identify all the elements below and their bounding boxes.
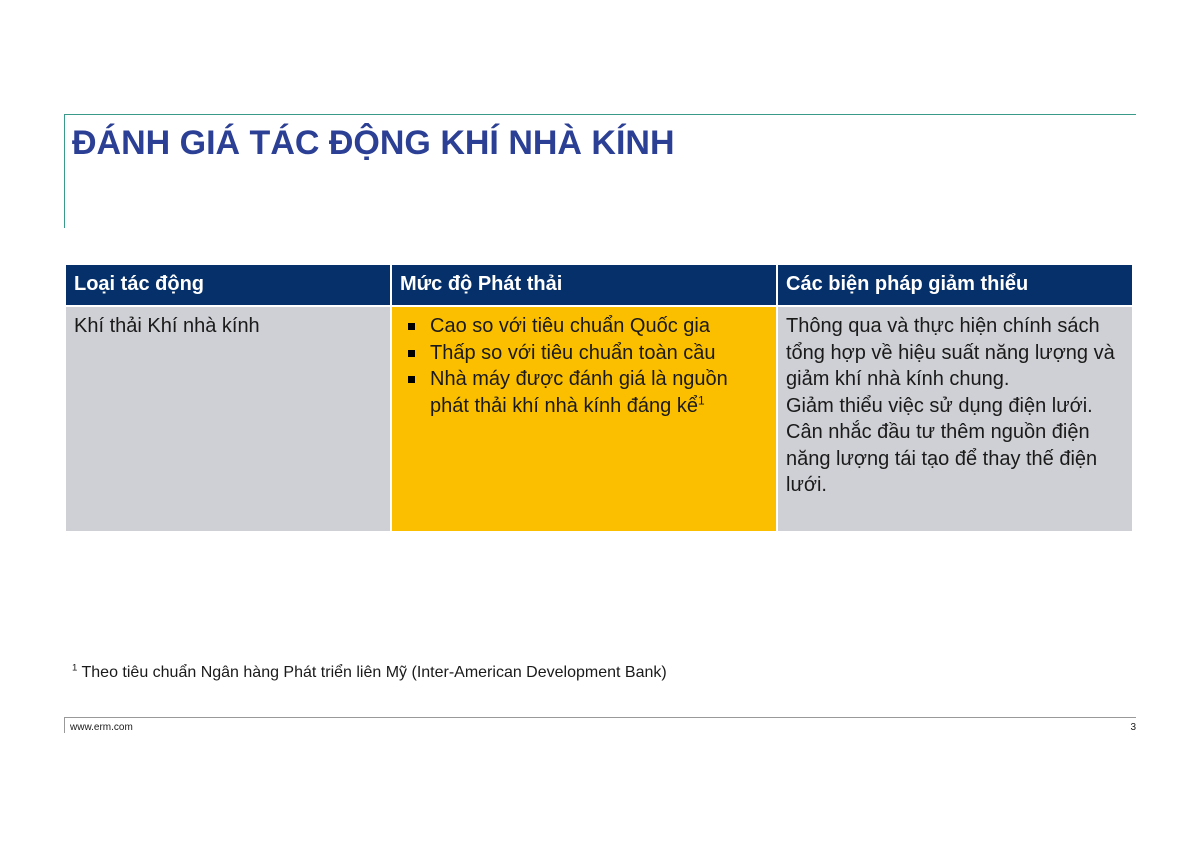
header-emission-level: Mức độ Phát thải — [391, 264, 777, 306]
page-number: 3 — [1130, 722, 1136, 733]
page-title: ĐÁNH GIÁ TÁC ĐỘNG KHÍ NHÀ KÍNH — [72, 124, 675, 162]
footer-vertical-divider — [64, 717, 65, 733]
mitigation-paragraph: Thông qua và thực hiện chính sách tổng hợp về hiệu suất năng lượng và giảm khí nhà kính chung. — [786, 315, 1115, 390]
footnote-reference: 1 — [697, 392, 705, 407]
impact-type-text: Khí thải Khí nhà kính — [74, 315, 260, 337]
header-vertical-divider — [64, 114, 65, 228]
footnote-text: Theo tiêu chuẩn Ngân hàng Phát triển liên Mỹ (Inter-American Development Bank) — [77, 664, 667, 681]
impact-table — [64, 263, 1134, 533]
header-divider — [64, 114, 1136, 115]
mitigation-cell — [777, 306, 1133, 532]
table-header-row — [65, 264, 1133, 306]
table-row — [65, 306, 1133, 532]
footnote — [72, 664, 667, 682]
footnote-marker: 1 — [72, 662, 78, 674]
emission-level-list — [400, 313, 768, 419]
impact-type-cell — [65, 306, 391, 532]
list-item: Cao so với tiêu chuẩn Quốc gia — [400, 313, 768, 340]
list-item: Nhà máy được đánh giá là nguồn phát thải khí nhà kính đáng kể$^1$ — [400, 366, 768, 419]
header-mitigation: Các biện pháp giảm thiểu — [777, 264, 1133, 306]
list-item: Thấp so với tiêu chuẩn toàn cầu — [400, 340, 768, 367]
footer-divider — [64, 717, 1136, 718]
header-impact-type: Loại tác động — [65, 264, 391, 306]
emission-level-cell — [391, 306, 777, 532]
mitigation-paragraph: Giảm thiểu việc sử dụng điện lưới. Cân nhắc đầu tư thêm nguồn điện năng lượng tái tạo để thay thế điện lưới. — [786, 394, 1098, 496]
footer-url: www.erm.com — [70, 722, 133, 733]
